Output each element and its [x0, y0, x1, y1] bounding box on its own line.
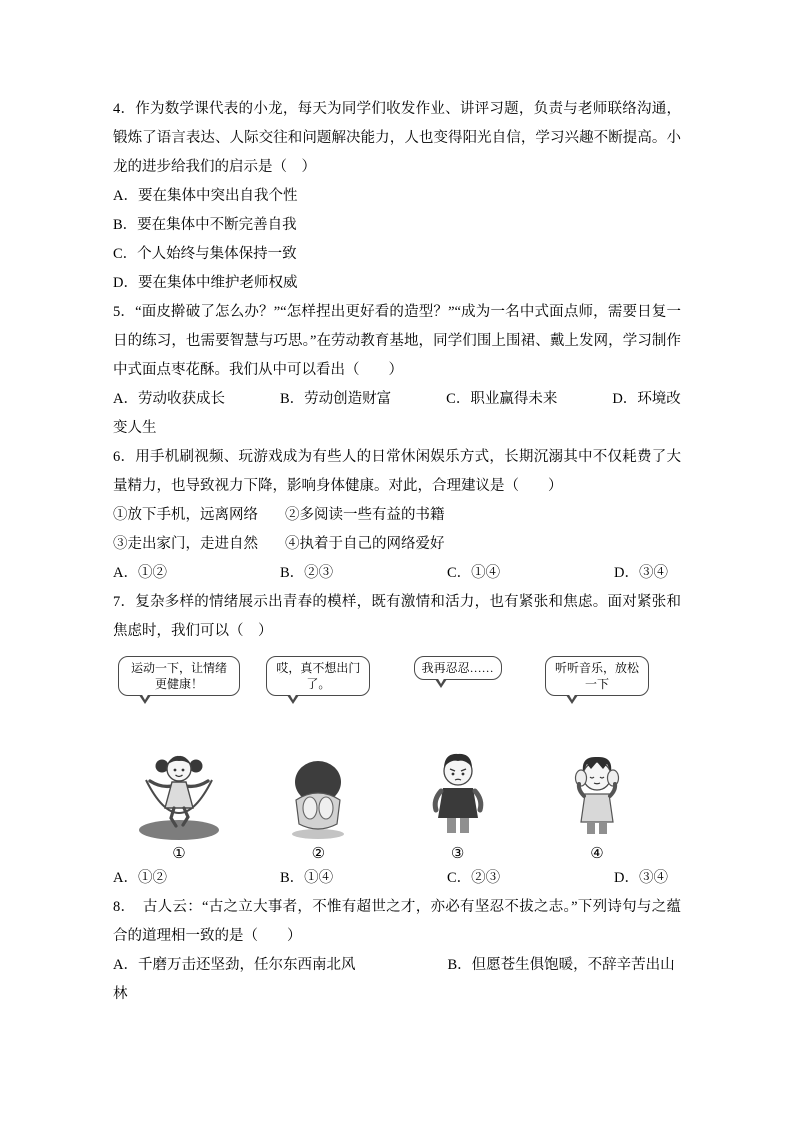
option-text: 但愿苍生俱饱暖，不辞辛苦出山林	[113, 957, 675, 1002]
option-text: ②③	[471, 870, 501, 886]
illustration-panel-1	[117, 656, 241, 864]
question-8-options	[113, 951, 681, 1009]
question-6-option-a	[113, 559, 280, 588]
option-label: C．	[447, 870, 472, 886]
statement-1: ①放下手机，远离网络	[113, 507, 258, 523]
statement-3: ③走出家门，走进自然	[113, 536, 258, 552]
option-text: ①④	[304, 870, 334, 886]
statement-4: ④执着于自己的网络爱好	[285, 536, 445, 552]
option-label: C．	[447, 565, 472, 581]
option-label: C．	[446, 391, 471, 407]
statement-2: ②多阅读一些有益的书籍	[285, 507, 445, 523]
question-text: 用手机刷视频、玩游戏成为有些人的日常休闲娱乐方式，长期沉溺其中不仅耗费了大量精力，也导致视力下降，影响身体健康。对此，合理建议是（ ）	[113, 449, 681, 494]
option-text: ①④	[471, 565, 501, 581]
question-5-stem	[113, 298, 681, 385]
option-text: ②③	[304, 565, 334, 581]
option-label: D．	[113, 275, 138, 291]
crouching-person-icon	[272, 746, 364, 842]
option-text: ③④	[638, 870, 668, 886]
question-7-options	[113, 864, 681, 893]
question-number: 7．	[113, 594, 136, 610]
option-label: D．	[612, 391, 638, 407]
panel-number: ④	[590, 846, 604, 862]
question-5-option-c	[446, 391, 557, 407]
option-text: ③④	[638, 565, 668, 581]
option-text: 个人始终与集体保持一致	[137, 246, 297, 262]
question-6-option-c	[447, 559, 614, 588]
illustration-panel-4	[535, 656, 659, 864]
option-label: A．	[113, 957, 138, 973]
question-number: 4．	[113, 101, 136, 117]
question-number: 5．	[113, 304, 136, 320]
question-7-option-a	[113, 864, 280, 893]
question-text: “面皮擀破了怎么办？”“怎样捏出更好看的造型？”“成为一名中式面点师，需要日复一日的练习，也需要智慧与巧思。”在劳动教育基地，同学们围上围裙、戴上发网，学习制作中式面点枣花酥。我们从中可以看出（ ）	[113, 304, 681, 378]
page-content	[113, 95, 681, 1009]
question-6-statements-row-2	[113, 530, 681, 559]
question-4-option-d	[113, 269, 681, 298]
option-label: B．	[279, 391, 305, 407]
option-label: A．	[113, 870, 138, 886]
question-5-options	[113, 385, 681, 443]
option-text: 劳动收获成长	[137, 391, 225, 407]
question-7-option-b	[280, 864, 447, 893]
question-5-option-b	[280, 391, 391, 407]
question-6-statements-row-1	[113, 501, 681, 530]
option-label: B．	[280, 565, 305, 581]
option-text: 要在集体中不断完善自我	[137, 217, 297, 233]
option-label: D．	[614, 870, 639, 886]
question-8-stem	[113, 893, 681, 951]
question-4	[113, 95, 681, 298]
listening-music-person-icon	[551, 746, 643, 842]
speech-bubble: 听听音乐，放松一下	[545, 656, 649, 696]
option-text: ①②	[137, 870, 167, 886]
option-label: B．	[447, 957, 472, 973]
question-4-option-b	[113, 211, 681, 240]
option-label: D．	[614, 565, 639, 581]
question-7-stem	[113, 588, 681, 646]
question-4-option-c	[113, 240, 681, 269]
question-7-option-d	[614, 864, 681, 893]
question-7	[113, 588, 681, 893]
question-number: 6．	[113, 449, 136, 465]
option-text: 职业赢得未来	[470, 391, 558, 407]
question-4-option-a	[113, 182, 681, 211]
option-text: 劳动创造财富	[304, 391, 392, 407]
option-text: ①②	[137, 565, 167, 581]
option-label: A．	[113, 391, 138, 407]
option-label: C．	[113, 246, 138, 262]
illustration-panel-3	[396, 656, 520, 864]
option-label: A．	[113, 565, 138, 581]
question-8	[113, 893, 681, 1009]
option-text: 环境改变人生	[113, 391, 681, 436]
question-6	[113, 443, 681, 588]
question-text: 作为数学课代表的小龙，每天为同学们收发作业、讲评习题，负责与老师联络沟通，锻炼了语言表达、人际交往和问题解决能力，人也变得阳光自信，学习兴趣不断提高。小龙的进步给我们的启示是（ ）	[113, 101, 681, 175]
question-6-options	[113, 559, 681, 588]
option-label: A．	[113, 188, 138, 204]
question-5	[113, 298, 681, 443]
question-4-stem	[113, 95, 681, 182]
worried-boy-icon	[412, 746, 504, 842]
option-text: 要在集体中维护老师权威	[137, 275, 298, 291]
question-6-option-d	[614, 559, 681, 588]
panel-number: ②	[311, 846, 326, 862]
speech-bubble: 我再忍忍……	[414, 656, 502, 680]
question-5-option-a	[113, 391, 225, 407]
question-text: 古人云：“古之立大事者，不惟有超世之才，亦必有坚忍不拔之志。”下列诗句与之蕴合的道理相一致的是（ ）	[113, 899, 682, 944]
question-text: 复杂多样的情绪展示出青春的模样，既有激情和活力，也有紧张和焦虑。面对紧张和焦虑时，我们可以（ ）	[113, 594, 681, 639]
jump-rope-girl-icon	[133, 746, 225, 842]
question-6-option-b	[280, 559, 447, 588]
panel-number: ①	[172, 846, 186, 862]
question-7-illustrations	[113, 646, 681, 864]
option-text: 千磨万击还坚劲，任尔东西南北风	[137, 957, 356, 973]
question-number: 8．	[113, 899, 129, 915]
question-8-option-a	[113, 957, 355, 973]
question-7-option-c	[447, 864, 614, 893]
panel-number: ③	[450, 846, 465, 862]
question-6-stem	[113, 443, 681, 501]
speech-bubble: 运动一下，让情绪更健康！	[118, 656, 240, 696]
speech-bubble: 哎，真不想出门了。	[266, 656, 370, 696]
option-label: B．	[280, 870, 305, 886]
illustration-panel-2	[256, 656, 380, 864]
option-text: 要在集体中突出自我个性	[137, 188, 298, 204]
option-label: B．	[113, 217, 138, 233]
